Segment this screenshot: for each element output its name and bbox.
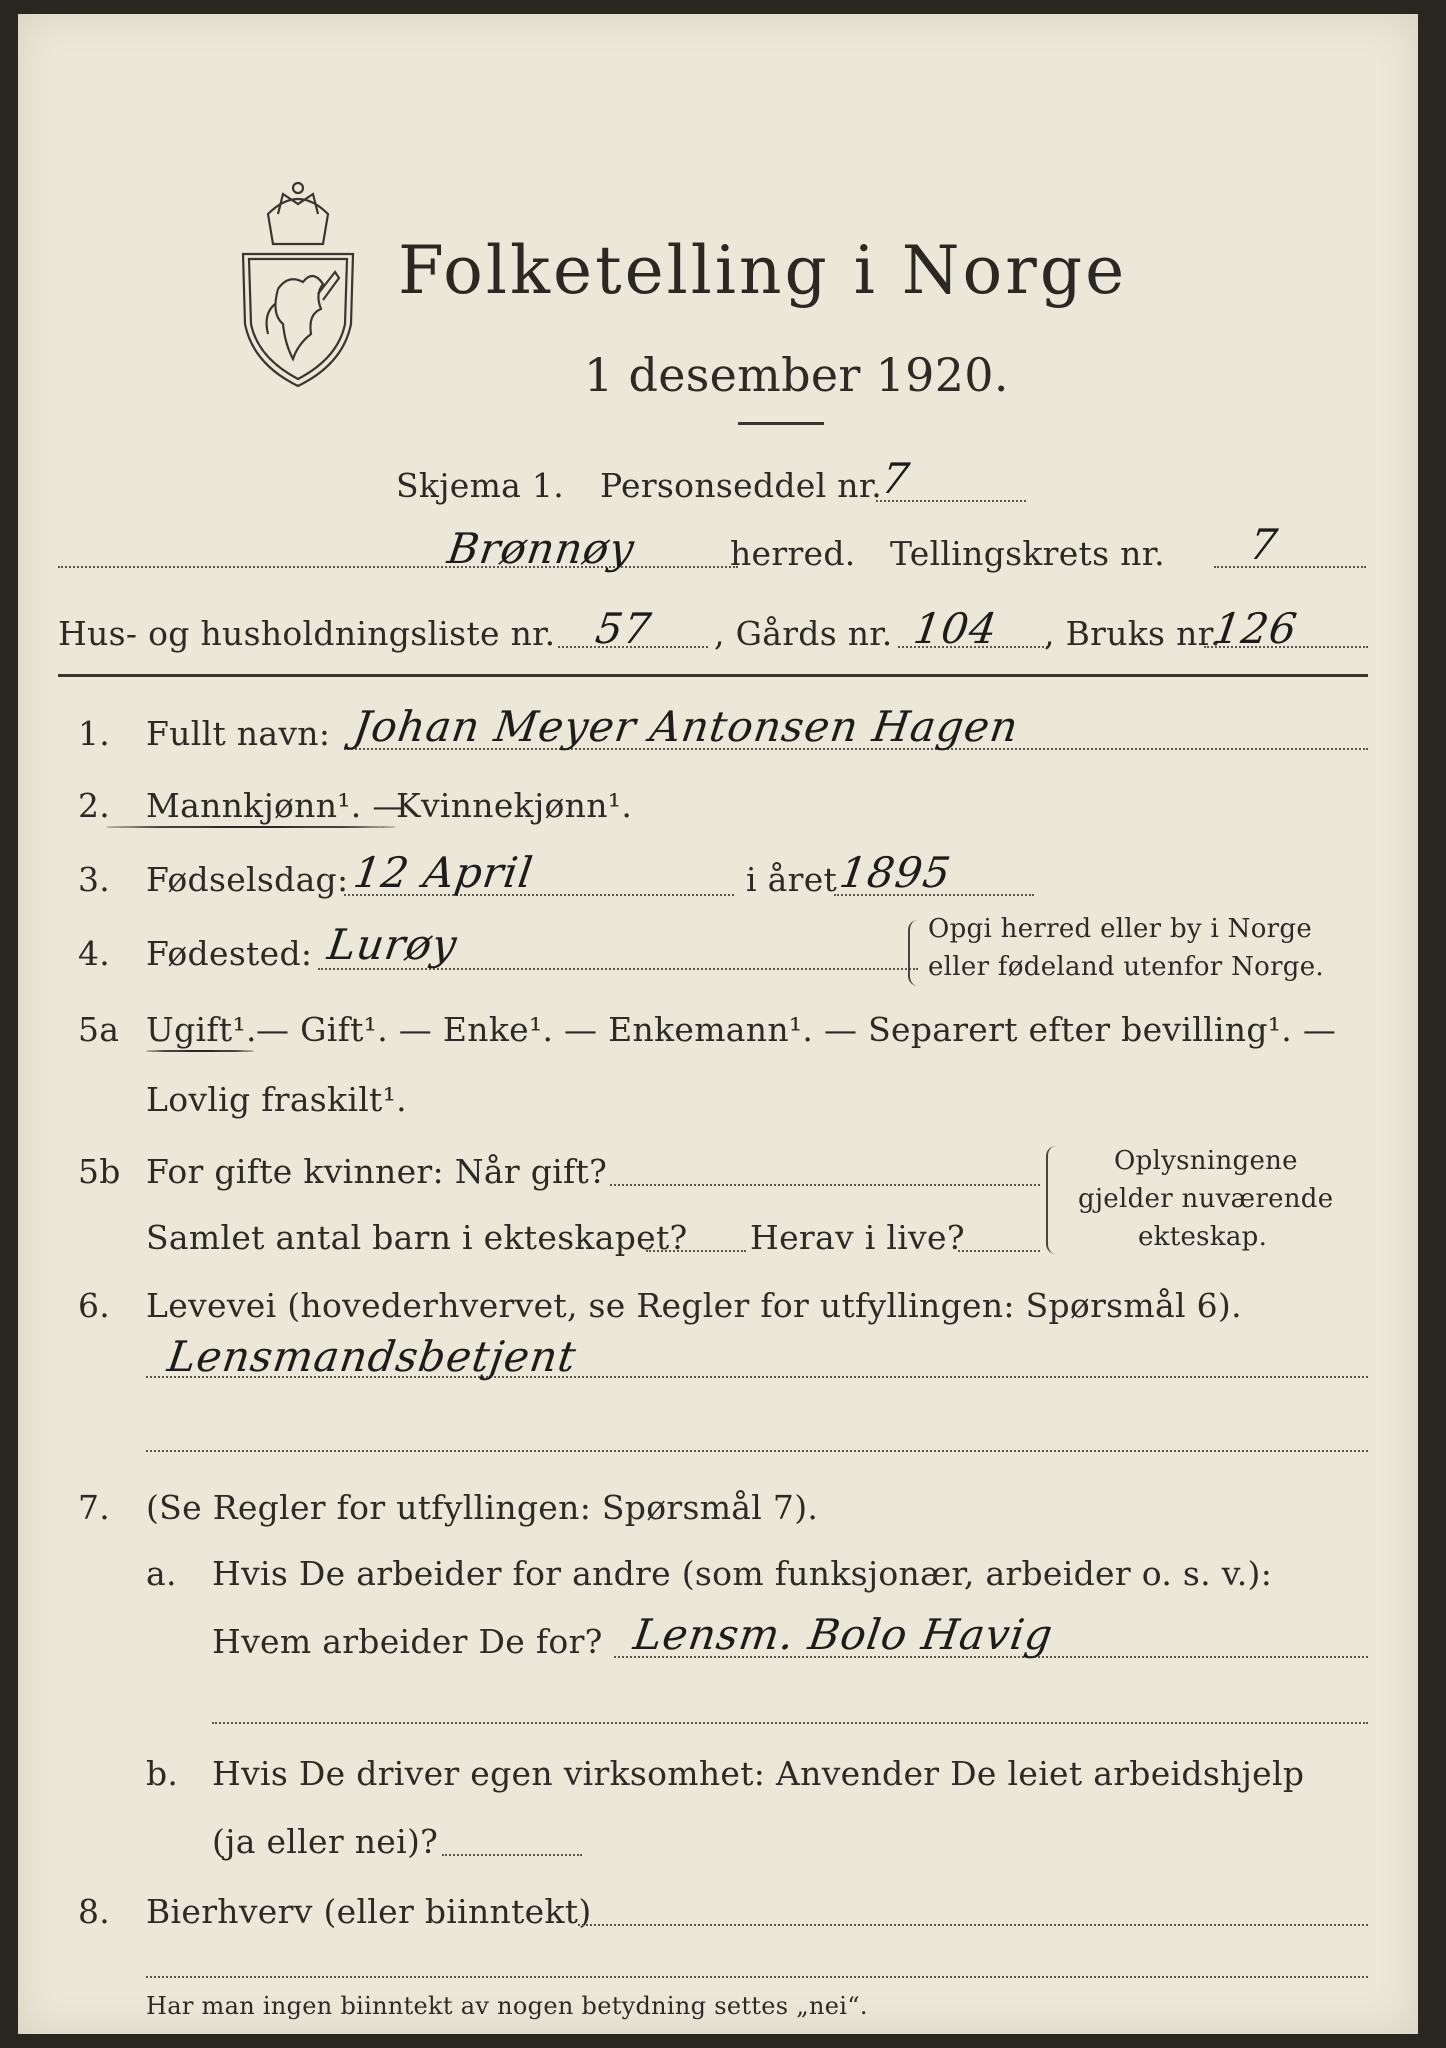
q5b-alive-line bbox=[958, 1250, 1040, 1252]
title-divider bbox=[738, 422, 824, 425]
q7-label: (Se Regler for utfyllingen: Spørsmål 7). bbox=[146, 1488, 819, 1527]
husholdningsliste-value: 57 bbox=[592, 604, 655, 653]
q5b-children-line bbox=[646, 1250, 746, 1252]
q7-number: 7. bbox=[78, 1488, 111, 1527]
q7a-letter: a. bbox=[146, 1554, 177, 1593]
bruks-value: 126 bbox=[1210, 604, 1301, 653]
q4-birthplace: Lurøy bbox=[324, 920, 461, 969]
tellingskrets-label: Tellingskrets nr. bbox=[890, 534, 1165, 573]
q8-label: Bierhverv (eller biinntekt) bbox=[146, 1892, 592, 1931]
gards-value: 104 bbox=[910, 604, 1001, 653]
q8-line bbox=[578, 1924, 1368, 1926]
q5b-note-line1: Oplysningene bbox=[1114, 1146, 1298, 1176]
q2-male-underline bbox=[106, 826, 396, 828]
q3-label: Fødselsdag: bbox=[146, 860, 349, 899]
q5a-line2: Lovlig fraskilt¹. bbox=[146, 1080, 407, 1119]
q8-line2 bbox=[146, 1976, 1368, 1978]
herred-label: herred. bbox=[730, 534, 856, 573]
q4-note-line1: Opgi herred eller by i Norge bbox=[928, 914, 1313, 944]
census-form bbox=[18, 14, 1418, 2034]
norwegian-coat-of-arms-icon bbox=[223, 174, 373, 394]
q5b-note-line3: ekteskap. bbox=[1138, 1222, 1268, 1252]
q2-number: 2. bbox=[78, 786, 111, 825]
header-divider bbox=[58, 674, 1368, 677]
q3-year: 1895 bbox=[836, 848, 955, 897]
q5a-other-options: — Gift¹. — Enke¹. — Enkemann¹. — Separert efter bevilling¹. — bbox=[256, 1010, 1337, 1049]
q1-number: 1. bbox=[78, 714, 111, 753]
personseddel-label: Personseddel nr. bbox=[600, 466, 883, 505]
q7b-letter: b. bbox=[146, 1754, 179, 1793]
q3-birthday: 12 April bbox=[350, 848, 537, 897]
q7a-extra-line bbox=[212, 1722, 1368, 1724]
tellingskrets-line bbox=[1214, 566, 1366, 568]
q4-label: Fødested: bbox=[146, 934, 313, 973]
q5b-married-line bbox=[610, 1184, 1040, 1186]
gards-label: , Gårds nr. bbox=[714, 614, 893, 653]
q5a-ugift-underline bbox=[146, 1050, 254, 1052]
bruks-label: , Bruks nr. bbox=[1044, 614, 1221, 653]
q5b-children-label: Samlet antal barn i ekteskapet? bbox=[146, 1218, 688, 1257]
q4-number: 4. bbox=[78, 934, 111, 973]
form-date: 1 desember 1920. bbox=[584, 348, 1009, 402]
q3-year-label: i året bbox=[746, 860, 838, 899]
personseddel-value: 7 bbox=[878, 454, 914, 503]
q5b-line1: For gifte kvinner: Når gift? bbox=[146, 1152, 608, 1191]
herred-value: Brønnøy bbox=[444, 524, 638, 573]
q5a-number: 5a bbox=[78, 1010, 120, 1049]
q6-occupation: Lensmandsbetjent bbox=[164, 1332, 580, 1381]
q1-label: Fullt navn: bbox=[146, 714, 331, 753]
q7a-line1: Hvis De arbeider for andre (som funksjonær, arbeider o. s. v.): bbox=[212, 1554, 1273, 1593]
q1-full-name: Johan Meyer Antonsen Hagen bbox=[350, 702, 1022, 751]
q4-note-brace bbox=[908, 920, 918, 986]
q5b-note-brace bbox=[1046, 1146, 1056, 1254]
q3-number: 3. bbox=[78, 860, 111, 899]
q2-male-option: Mannkjønn¹. — bbox=[146, 786, 406, 825]
q6-line2 bbox=[146, 1450, 1368, 1452]
q5a-ugift-option: Ugift¹. bbox=[146, 1010, 257, 1049]
q5b-number: 5b bbox=[78, 1152, 121, 1191]
tellingskrets-value: 7 bbox=[1246, 520, 1282, 569]
herred-line bbox=[58, 566, 738, 568]
q7b-line1: Hvis De driver egen virksomhet: Anvender De leiet arbeidshjelp bbox=[212, 1754, 1305, 1793]
q7b-answer-line bbox=[442, 1854, 582, 1856]
q5b-alive-label: Herav i live? bbox=[750, 1218, 965, 1257]
q6-label: Levevei (hovederhvervet, se Regler for utfyllingen: Spørsmål 6). bbox=[146, 1286, 1242, 1325]
footer-note: Har man ingen biinntekt av nogen betydning settes „nei“. bbox=[146, 1992, 868, 2020]
q4-note-line2: eller fødeland utenfor Norge. bbox=[928, 952, 1324, 982]
q7a-line2: Hvem arbeider De for? bbox=[212, 1622, 603, 1661]
husholdningsliste-label: Hus- og husholdningsliste nr. bbox=[58, 614, 556, 653]
form-title: Folketelling i Norge bbox=[398, 232, 1128, 309]
q5b-note-line2: gjelder nuværende bbox=[1078, 1184, 1334, 1214]
q6-number: 6. bbox=[78, 1286, 111, 1325]
q8-number: 8. bbox=[78, 1892, 111, 1931]
q2-female-option: Kvinnekjønn¹. bbox=[396, 786, 633, 825]
q7b-line2: (ja eller nei)? bbox=[212, 1822, 439, 1861]
skjema-label: Skjema 1. bbox=[396, 466, 565, 505]
q7a-employer: Lensm. Bolo Havig bbox=[630, 1610, 1057, 1659]
